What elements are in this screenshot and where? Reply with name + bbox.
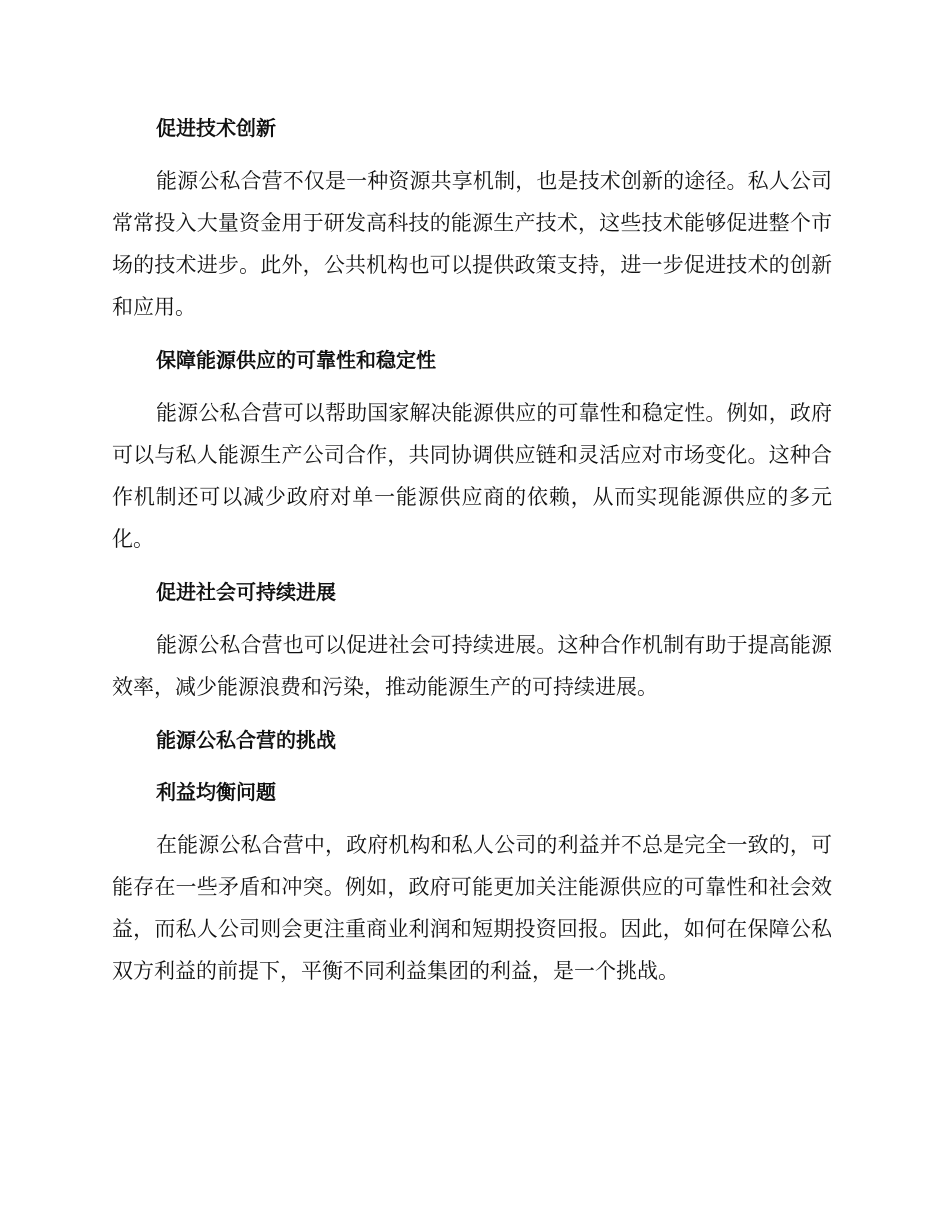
section-paragraph-tech-innovation: 能源公私合营不仅是一种资源共享机制，也是技术创新的途径。私人公司常常投入大量资金用于研发高科技的能源生产技术，这些技术能够促进整个市场的技术进步。此外，公共机构也可以提供政策支持，进一步促进技术的创新和应用。 (112, 169, 832, 319)
section-heading-interest-balance: 利益均衡问题 (156, 780, 276, 804)
section-paragraph-sustainability: 能源公私合营也可以促进社会可持续进展。这种合作机制有助于提高能源效率，减少能源浪费和污染，推动能源生产的可持续进展。 (112, 633, 832, 699)
document-body (112, 108, 832, 992)
section-paragraph-interest-balance: 在能源公私合营中，政府机构和私人公司的利益并不总是完全一致的，可能存在一些矛盾和冲突。例如，政府可能更加关注能源供应的可靠性和社会效益，而私人公司则会更注重商业利润和短期投资回报。因此，如何在保障公私双方利益的前提下，平衡不同利益集团的利益，是一个挑战。 (112, 833, 832, 983)
section-paragraph-supply-reliability: 能源公私合营可以帮助国家解决能源供应的可靠性和稳定性。例如，政府可以与私人能源生产公司合作，共同协调供应链和灵活应对市场变化。这种合作机制还可以减少政府对单一能源供应商的依赖，从而实现能源供应的多元化。 (112, 401, 832, 551)
section-heading-supply-reliability: 保障能源供应的可靠性和稳定性 (156, 348, 436, 372)
section-heading-sustainability: 促进社会可持续进展 (156, 580, 336, 604)
section-heading-challenges: 能源公私合营的挑战 (156, 728, 336, 752)
section-heading-tech-innovation: 促进技术创新 (156, 116, 276, 140)
